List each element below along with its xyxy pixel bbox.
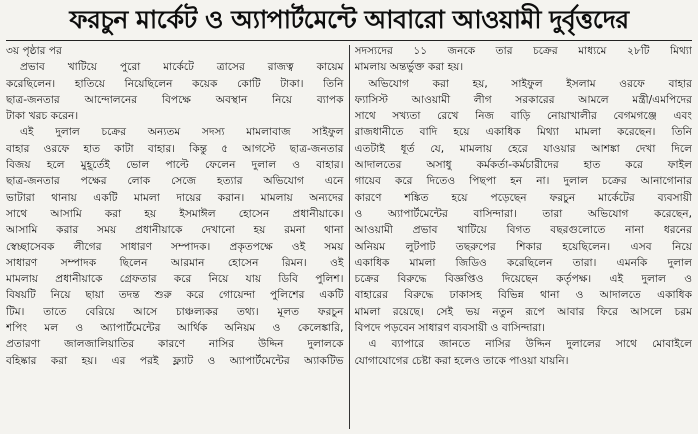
body-line: মামলায় অন্তর্ভুক্ত করা হয়। [354,61,464,74]
body-line: যোগাযোগের চেষ্টা করা হলেও তাকে পাওয়া যায়নি। [354,354,569,367]
body-line: সাধারণ সম্পাদক ছিলেন আরমান হোসেন রিমন। ওই [6,256,344,269]
body-line: মামলা রয়েছে। সেই ভয় নতুন রূপে আবার ফিরে আসলে চরম [354,305,692,318]
body-line: সাথে আসামি করা হয় ইসমাঈল হোসেন প্রধানীয়াকে। [6,207,344,220]
body-line: এতটাই ধূর্ত যে, মামলায় হেরে যাওয়ার আশঙ্কা দেখা দিলে [354,142,692,155]
body-line: আওয়ামী প্রভাব খাটিয়ে বিগত বছরগুলোতে নানা ধরনের [354,224,692,237]
body-line: বহিষ্কার করা হয়। এর পরই ফ্ল্যাট ও অ্যাপার্টমেন্টের অ্যাকটিভ [6,354,344,367]
continued-from-label: ৩য় পৃষ্ঠার পর [6,45,62,57]
body-line: বিষয়টি নিয়ে ছায়া তদন্ত শুরু করে গোয়েন্দা পুলিশের একটি [6,289,344,302]
body-line: মামলায় প্রধানীয়াকে গ্রেফতার করে নিয়ে যায় ডিবি পুলিশ। [6,273,344,286]
body-line: এ ব্যাপারে জানতে নাসির উদ্দিন দুলালের সাথে মোবাইলে [368,338,692,351]
body-line: অভিযোগ করা হয়, সাইফুল ইসলাম ওরফে বাহার [368,77,692,90]
left-column [4,41,349,433]
body-line: ছাত্র-জনতার পক্ষের লোক সেজে হত্যার অভিযোগ এনে [6,175,344,188]
body-line: কারণে শঙ্কিত হয়ে পড়েছেন ফরচুন মার্কেটের ব্যবসায়ী [354,191,692,204]
body-line: প্রভাব খাটিয়ে পুরো মার্কেটে ত্রাসের রাজত্ব কায়েম [20,61,344,74]
body-line: বিপদে পড়বেন সাধারণ ব্যবসায়ী ও বাসিন্দারা। [354,322,546,335]
body-line: আদালতের অসাধু কর্মকর্তা-কর্মচারীদের হাত করে ফাইল [354,159,692,172]
body-line: স্বেচ্ছাসেবক লীগের সাধারণ সম্পাদক। প্রকৃতপক্ষে ওই সময় [6,240,344,253]
article-body [4,41,694,433]
body-line: অনিয়ম লুটপাট তছরুপের শিকার হয়েছিলেন। এসব নিয়ে [354,240,692,253]
body-line: বাহার ওরফে হাত কাটা বাহার। কিন্তু ৫ আগস্টে ছাত্র-জনতার [6,142,344,155]
body-line: রাজধানীতে বাদি হয়ে একাধিক মিথ্যা মামলা করেছেন। তিনি [354,126,692,139]
headline: ফরচুন মার্কেট ও অ্যাপার্টমেন্টে আবারো আওয়ামী দুর্বৃত্তদের [69,5,629,34]
body-line: আসামি করার সময় প্রধানীয়াকে দেখানো হয় রমনা থানা [6,224,344,237]
body-line: বাহারের বিরুদ্ধে ঢাকাসহ বিভিন্ন থানা ও আদালতে একাধিক [354,289,692,302]
body-line: ছাত্র-জনতার আন্দোলনের বিপক্ষে অবস্থান নিয়ে ব্যাপক [6,93,344,106]
body-line: বিজয় হলে মুহূর্তেই ভোল পাল্টে ফেলেন দুলাল ও বাহার। [6,159,344,172]
body-line: ফ্যাসিস্ট আওয়ামী লীগ সরকারের আমলে মন্ত্রী/এমপিদের [354,93,692,106]
body-line: টাকা খরচ করেন। [6,110,79,123]
body-line: সাথে সখ্যতা রেখে নিজ বাড়ি নোয়াখালীর বেগমগঞ্জে এবং [354,110,692,123]
body-line: চক্রের বিরুদ্ধে বিজ্ঞপ্তিও দিয়েছেন কর্তৃপক্ষ। এই দুলাল ও [354,273,692,286]
body-line: গায়েব করে দিতেও পিছপা হন না। দুলাল চক্রের আনাগোনার [354,175,692,188]
body-line: ভাটারা থানায় একটি মামলা দায়ের করান। মামলায় অন্যদের [6,191,344,204]
body-line: এই দুলাল চক্রের অন্যতম সদস্য মামলাবাজ সাইফুল [20,126,344,139]
body-line: ও অ্যাপার্টমেন্টের বাসিন্দারা। তারা অভিযোগ করেছেন, [354,207,692,220]
body-line: টিম। তাতে বেরিয়ে আসে চাঞ্চল্যকর তথ্য। মূলত ফরচুন [6,305,344,318]
right-column [350,41,695,433]
body-line: শপিং মল ও অ্যাপার্টমেন্টের আর্থিক অনিয়ম ও কেলেঙ্কারি, [6,322,344,335]
body-line: প্রতারণা জালজালিয়াতির কারণে নাসির উদ্দিন দুলালকে [6,338,344,351]
body-line: একাধিক মামলা জিডিও করেছিলেন তারা। এমনকি দুলাল [354,256,692,269]
body-line: করেছিলেন। হাতিয়ে নিয়েছিলেন কয়েক কোটি টাকা। তিনি [6,77,344,90]
body-line: সদস্যদের ১১ জনকে তার চক্রের মাধ্যমে ২৮টি মিথ্যা [354,45,692,57]
